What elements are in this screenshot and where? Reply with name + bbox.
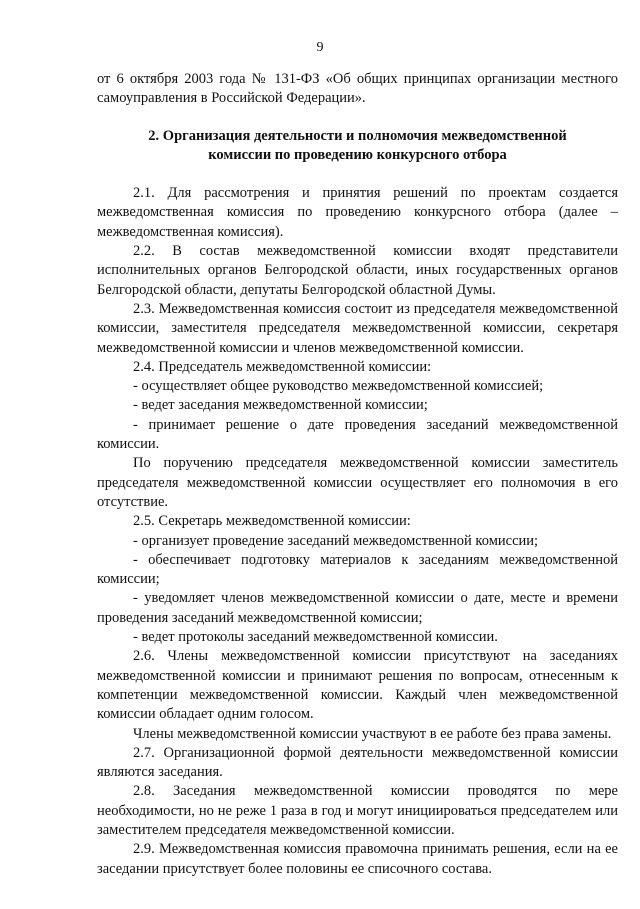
paragraph-2-9: 2.9. Межведомственная комиссия правомочна принимать решения, если на ее заседании присутствует более половины ее списочного состава. bbox=[97, 841, 618, 877]
paragraph-2-1: 2.1. Для рассмотрения и принятия решений по проектам создается межведомственная комиссия по проведению конкурсного отбора (далее – межведомственная комиссия). bbox=[97, 185, 618, 240]
paragraph-members: Члены межведомственной комиссии участвуют в ее работе без права замены. bbox=[133, 725, 612, 742]
document-body bbox=[97, 70, 618, 879]
list-item: - осуществляет общее руководство межведомственной комиссией; bbox=[133, 378, 544, 395]
paragraph-2-4: 2.4. Председатель межведомственной комиссии: bbox=[133, 358, 432, 375]
list-item: - ведет заседания межведомственной комиссии; bbox=[133, 397, 428, 414]
section-heading: 2. Организация деятельности и полномочия межведомственной комиссии по проведению конкурсного отбора bbox=[148, 127, 567, 163]
paragraph-continuation: от 6 октября 2003 года № 131-ФЗ «Об общих принципах организации местного самоуправления в Российской Федерации». bbox=[97, 71, 618, 107]
paragraph-2-7: 2.7. Организационной формой деятельности межведомственной комиссии являются заседания. bbox=[97, 744, 618, 781]
paragraph-2-6: 2.6. Члены межведомственной комиссии присутствуют на заседаниях межведомственной комиссии и принимают решения по вопросам, отнесенным к компетенции межведомственной комиссии. Каждый член межведомственной комиссии обладает одним голосом. bbox=[97, 648, 618, 723]
paragraph-2-8: 2.8. Заседания межведомственной комиссии проводятся по мере необходимости, но не реже 1 раза в год и могут инициироваться председателем или заместителем председателя межведомственной комиссии. bbox=[97, 783, 618, 838]
list-item: - уведомляет членов межведомственной комиссии о дате, месте и времени проведения заседаний межведомственной комиссии; bbox=[97, 590, 618, 626]
list-item: - обеспечивает подготовку материалов к заседаниям межведомственной комиссии; bbox=[97, 551, 618, 588]
paragraph-2-2: 2.2. В состав межведомственной комиссии входят представители исполнительных органов Белгородской области, иных государственных органов Белгородской области, депутаты Белгородской областной Думы. bbox=[97, 243, 618, 298]
list-item: - ведет протоколы заседаний межведомственной комиссии. bbox=[133, 629, 498, 646]
paragraph-2-5: 2.5. Секретарь межведомственной комиссии: bbox=[133, 513, 411, 530]
list-item: - принимает решение о дате проведения заседаний межведомственной комиссии. bbox=[97, 416, 618, 453]
list-item: - организует проведение заседаний межведомственной комиссии; bbox=[133, 532, 539, 549]
paragraph-deputy: По поручению председателя межведомственной комиссии заместитель председателя межведомственной комиссии осуществляет его полномочия в его отсутствие. bbox=[97, 455, 618, 510]
page-number: 9 bbox=[316, 40, 324, 55]
paragraph-2-3: 2.3. Межведомственная комиссия состоит из председателя межведомственной комиссии, заместителя председателя межведомственной комиссии, секретаря межведомственной комиссии и членов межведомственной комиссии. bbox=[97, 300, 618, 356]
